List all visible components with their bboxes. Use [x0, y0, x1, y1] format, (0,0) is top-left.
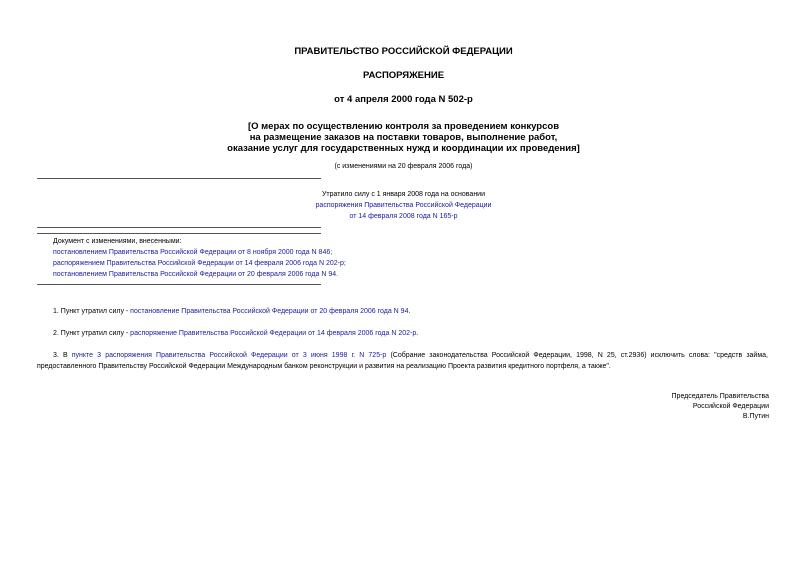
point-1-link[interactable]: постановление Правительства Российской Федерации от 20 февраля 2006 года N 94	[130, 308, 409, 315]
lost-force-link-2[interactable]: от 14 февраля 2008 года N 165-р	[349, 213, 458, 220]
amendment-note: (с изменениями на 20 февраля 2006 года)	[334, 163, 473, 170]
title-line-1: [О мерах по осуществлению контроля за проведением конкурсов	[247, 121, 560, 132]
change-link-1[interactable]: постановлением Правительства Российской Федерации от 8 ноября 2000 года N 846;	[53, 249, 333, 256]
point-2-text: 2. Пункт утратил силу -	[53, 330, 131, 337]
date-number-heading: от 4 апреля 2000 года N 502-р	[334, 94, 473, 105]
lost-force-link-1[interactable]: распоряжения Правительства Российской Федерации	[315, 202, 492, 209]
point-3-link[interactable]: пункте 3 распоряжения Правительства Российской Федерации от 3 июня 1998 г. N 725-р	[71, 352, 387, 359]
point-1-text: 1. Пункт утратил силу -	[53, 308, 131, 315]
divider	[37, 284, 321, 285]
signature-name: В.Путин	[742, 413, 769, 420]
signature-position: Председатель Правительства	[671, 393, 769, 400]
changes-intro: Документ с изменениями, внесенными:	[53, 238, 182, 245]
point-3-start: 3. В	[53, 352, 72, 359]
change-link-3[interactable]: постановлением Правительства Российской Федерации от 20 февраля 2006 года N 94.	[53, 271, 339, 278]
signature-country: Российской Федерации	[692, 403, 769, 410]
point-1	[53, 306, 773, 317]
divider	[37, 233, 321, 234]
document-title	[0, 121, 807, 154]
divider	[37, 227, 321, 228]
point-2	[53, 328, 773, 339]
point-2-end: .	[416, 330, 419, 337]
point-1-end: .	[408, 308, 411, 315]
doc-type-heading: РАСПОРЯЖЕНИЕ	[362, 70, 445, 81]
lost-force-block	[0, 189, 807, 222]
point-3-rest: (Собрание законодательства Российской Федерации, 1998, N 25, ст.2936) исключить слова: "средств займа, предоставленного Правительству Российской Федерации Международным банком реконструкции и развития на реализацию Проекта развития кредитного портфеля, а также".	[37, 352, 768, 370]
lost-force-text: Утратило силу с 1 января 2008 года на основании	[321, 191, 486, 198]
change-link-2[interactable]: распоряжением Правительства Российской Федерации от 14 февраля 2006 года N 202-р;	[53, 260, 346, 267]
authority-heading: ПРАВИТЕЛЬСТВО РОССИЙСКОЙ ФЕДЕРАЦИИ	[294, 46, 513, 57]
title-line-3: оказание услуг для государственных нужд и координации их проведения]	[227, 143, 580, 154]
divider	[37, 178, 321, 179]
signature-block	[672, 392, 769, 422]
title-line-2: на размещение заказов на поставки товаров, выполнение работ,	[249, 132, 558, 143]
changes-block	[53, 236, 553, 280]
point-3	[37, 350, 768, 372]
point-2-link[interactable]: распоряжение Правительства Российской Федерации от 14 февраля 2006 года N 202-р	[130, 330, 417, 337]
